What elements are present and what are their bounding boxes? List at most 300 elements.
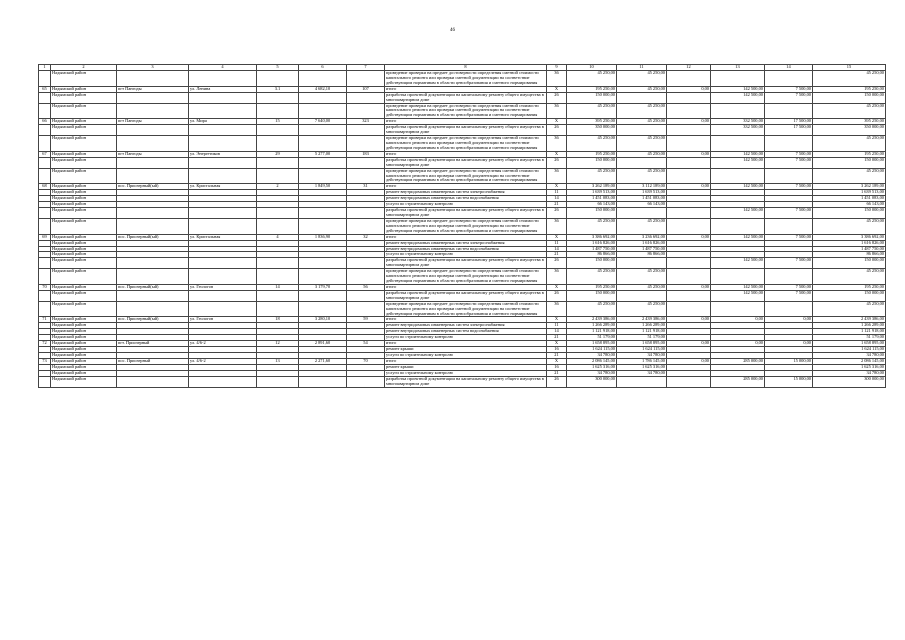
table-cell: Надымский район [51,317,117,323]
table-cell: 300 000,00 [567,376,617,387]
table-cell: 1 616 826,00 [813,240,886,246]
table-cell: ремонт крыши [385,364,547,370]
table-cell: 51 179,00 [567,335,617,341]
table-cell: 107 [347,86,385,92]
column-number: 12 [667,65,711,71]
table-cell [617,376,667,387]
table-cell: услуги по строительному контролю [385,202,547,208]
table-row [39,92,886,103]
table-cell: 1 616 826,00 [567,240,617,246]
table-cell: пгт Пангоды [117,86,189,92]
table-cell [117,157,189,168]
table-cell: 350 000,00 [567,125,617,136]
table-cell: проведение проверки на предмет достоверности определения сметной стоимости капитального ремонта или проверки сметной документации на соответствие действующим нормативам в области ценообразования и сметного нормирования [385,136,547,152]
table-cell [189,125,257,136]
table-cell [667,301,711,317]
table-cell: X [547,184,567,190]
table-cell: разработка проектной документации на капитальному ремонту общего имущества в многоквартирном доме [385,92,547,103]
table-cell [39,168,51,184]
table-cell: 1 266 289,00 [813,323,886,329]
table-cell: X [547,317,567,323]
table-cell: 3 386 692,00 [813,234,886,240]
table-row [39,301,886,317]
table-cell: Надымский район [51,136,117,152]
table-cell: 45 250,00 [617,151,667,157]
table-cell [667,92,711,103]
table-cell [117,103,189,119]
table-cell: Надымский район [51,190,117,196]
table-cell: пгт. Приозерный [117,341,189,347]
table-cell: 195 250,00 [567,86,617,92]
table-cell: 150 000,00 [567,92,617,103]
table-cell: ул. Мира [189,119,257,125]
capital-repair-table [38,64,886,388]
table-cell [347,218,385,234]
table-cell: 1 849,50 [299,184,347,190]
table-cell: 45 250,00 [617,119,667,125]
table-cell: 1 639 513,00 [567,190,617,196]
column-number: 11 [617,65,667,71]
table-cell: ремонт внутридомовых инженерных систем электроснабжения [385,323,547,329]
table-cell: 14 [547,329,567,335]
table-cell [39,290,51,301]
table-cell: 195 250,00 [813,86,886,92]
table-cell: разработка проектной документации на капитальному ремонту общего имущества в многоквартирном доме [385,208,547,219]
table-cell: проведение проверки на предмет достоверности определения сметной стоимости капитального ремонта или проверки сметной документации на соответствие действующим нормативам в области ценообразования и сметного нормирования [385,103,547,119]
table-cell [299,376,347,387]
table-cell: ул. Геологов [189,317,257,323]
table-cell: Надымский район [51,290,117,301]
table-cell: Надымский район [51,269,117,285]
table-cell: 2 086 145,00 [813,358,886,364]
table-cell: разработка проектной документации на капитальному ремонту общего имущества в многоквартирном доме [385,290,547,301]
table-cell: 1 625 316,00 [617,364,667,370]
table-cell [299,71,347,87]
table-cell: 1 624 115,00 [617,347,667,353]
table-cell: 2 891,60 [299,341,347,347]
table-cell [617,125,667,136]
table-cell: Надымский район [51,196,117,202]
table-cell: X [547,341,567,347]
table-cell [257,168,299,184]
table-cell: 3 236 692,00 [617,234,667,240]
table-cell: 45 250,00 [617,168,667,184]
table-cell [347,376,385,387]
table-cell [347,269,385,285]
table-cell: 45 250,00 [567,103,617,119]
table-cell [257,103,299,119]
table-cell [189,376,257,387]
table-cell: 36 [547,136,567,152]
table-cell [189,290,257,301]
table-cell [39,157,51,168]
table-cell [257,376,299,387]
table-cell [39,301,51,317]
table-cell: 142 500,00 [711,290,765,301]
table-cell: Надымский район [51,329,117,335]
table-cell: 15 000,00 [765,376,813,387]
column-number: 2 [51,65,117,71]
table-cell: пос. Приозерный(ый) [117,234,189,240]
table-cell: Надымский район [51,202,117,208]
table-cell: ул. Кристальная [189,184,257,190]
table-cell: 1 616 826,00 [617,240,667,246]
table-cell: 45 250,00 [813,103,886,119]
table-cell: итого [385,284,547,290]
table-cell: Надымский район [51,208,117,219]
table-cell [347,71,385,87]
table-cell: ремонт внутридомовых инженерных систем водоснабжения [385,246,547,252]
table-cell: 1 266 289,00 [617,323,667,329]
table-cell: ул. 4/6-2 [189,341,257,347]
table-cell: 1 487 750,00 [617,246,667,252]
table-cell [711,218,765,234]
table-cell: Надымский район [51,353,117,359]
table-cell [299,208,347,219]
table-cell: 4 682,10 [299,86,347,92]
table-cell: 16 [547,364,567,370]
table-cell: 142 500,00 [711,234,765,240]
table-cell: 59 [347,317,385,323]
table-cell [617,92,667,103]
table-cell: 21 [547,202,567,208]
table-cell: 183 [347,151,385,157]
table-cell: 7 500,00 [765,234,813,240]
table-cell [257,290,299,301]
table-cell [347,92,385,103]
table-cell [39,258,51,269]
table-cell: 7 500,00 [765,290,813,301]
table-cell: 0,00 [667,234,711,240]
table-cell: услуги по строительному контролю [385,252,547,258]
table-cell: 11 [547,323,567,329]
table-cell [765,269,813,285]
table-cell: услуги по строительному контролю [385,335,547,341]
table-cell: 142 500,00 [711,92,765,103]
table-cell: 21 [547,353,567,359]
table-row [39,125,886,136]
table-cell: 142 500,00 [711,284,765,290]
table-cell: проведение проверки на предмет достоверности определения сметной стоимости капитального ремонта или проверки сметной документации на соответствие действующим нормативам в области ценообразования и сметного нормирования [385,218,547,234]
table-cell [117,92,189,103]
table-cell: 15 [257,119,299,125]
table-cell: 3 386 692,00 [567,234,617,240]
table-cell: 26 [547,92,567,103]
table-cell: 26 [547,125,567,136]
table-cell: 7 500,00 [765,157,813,168]
table-cell [257,157,299,168]
table-cell [765,168,813,184]
table-cell: X [547,119,567,125]
table-cell [257,301,299,317]
table-cell [39,136,51,152]
table-cell: 73 [39,358,51,364]
table-cell: 13 [257,358,299,364]
column-number: 8 [385,65,547,71]
table-row [39,157,886,168]
table-cell: 14 [257,284,299,290]
table-cell: 2 271,60 [299,358,347,364]
table-cell [39,376,51,387]
table-cell: итого [385,119,547,125]
table-cell [299,218,347,234]
table-cell: 1 625 316,00 [813,364,886,370]
column-number: 10 [567,65,617,71]
table-cell: Надымский район [51,151,117,157]
table-cell: Надымский район [51,125,117,136]
table-cell: Надымский район [51,103,117,119]
table-cell: 45 250,00 [617,218,667,234]
table-cell: 26 [547,290,567,301]
table-cell: Надымский район [51,92,117,103]
table-cell [299,92,347,103]
table-cell [347,208,385,219]
table-cell: итого [385,341,547,347]
table-cell [667,376,711,387]
table-cell: 1 451 083,00 [813,196,886,202]
table-cell: 21 [547,335,567,341]
table-cell: 323 [347,119,385,125]
table-cell: Надымский район [51,218,117,234]
column-number: 15 [813,65,886,71]
table-cell: пос. Приозерный(ый) [117,284,189,290]
table-cell: 0,00 [667,151,711,157]
column-number: 7 [347,65,385,71]
table-cell: 12 [257,341,299,347]
table-cell: 11 [547,190,567,196]
table-cell: 45 250,00 [813,301,886,317]
table-cell [117,218,189,234]
table-cell: 7 500,00 [765,258,813,269]
table-cell: итого [385,86,547,92]
table-cell [765,218,813,234]
table-cell [299,269,347,285]
table-cell [117,301,189,317]
table-cell: 67 [39,151,51,157]
table-cell: 150 000,00 [567,258,617,269]
table-cell: 7 500,00 [765,284,813,290]
table-cell: 142 500,00 [711,208,765,219]
table-cell: Надымский район [51,252,117,258]
table-cell: 45 250,00 [617,136,667,152]
table-cell: Надымский район [51,376,117,387]
table-cell [39,103,51,119]
table-cell [667,218,711,234]
table-cell [617,208,667,219]
table-cell: 150 000,00 [813,92,886,103]
table-cell [299,258,347,269]
table-cell: проведение проверки на предмет достоверности определения сметной стоимости капитального ремонта или проверки сметной документации на соответствие действующим нормативам в области ценообразования и сметного нормирования [385,71,547,87]
table-cell [39,269,51,285]
table-cell [667,103,711,119]
table-cell: 3 179,70 [299,284,347,290]
table-cell [347,301,385,317]
table-cell: 0,00 [667,317,711,323]
table-cell: 3.1 [257,86,299,92]
table-cell [667,208,711,219]
table-cell: 66 143,00 [617,202,667,208]
table-cell: 0,00 [765,317,813,323]
table-cell: 0,00 [667,86,711,92]
table-cell: 45 250,00 [567,71,617,87]
table-cell: 1 487 750,00 [567,246,617,252]
table-cell: 3 262 189,00 [567,184,617,190]
table-cell [39,125,51,136]
table-cell: 14 [547,246,567,252]
table-cell: 45 250,00 [567,301,617,317]
table-cell [667,258,711,269]
table-cell: 7 500,00 [765,208,813,219]
table-cell: 34 780,00 [567,370,617,376]
table-cell: 150 000,00 [813,157,886,168]
table-cell: 36 [547,103,567,119]
column-number: 1 [39,65,51,71]
table-cell: пос. Приозерный [117,358,189,364]
table-cell: 66 [39,119,51,125]
table-cell: 65 [39,86,51,92]
table-cell [257,92,299,103]
table-cell: 17 500,00 [765,119,813,125]
table-cell [189,208,257,219]
table-cell: 1 451 083,00 [567,196,617,202]
column-number: 3 [117,65,189,71]
table-cell: 72 [39,341,51,347]
table-cell: 18 [257,317,299,323]
table-cell: Надымский район [51,347,117,353]
table-cell: 142 500,00 [711,258,765,269]
table-cell: разработка проектной документации на капитальному ремонту общего имущества в многоквартирном доме [385,157,547,168]
table-cell: 0,00 [667,184,711,190]
table-cell: 7 640,00 [299,119,347,125]
table-body [39,65,886,388]
table-cell [765,71,813,87]
table-cell: итого [385,151,547,157]
table-cell [189,157,257,168]
table-cell [117,136,189,152]
table-cell [765,301,813,317]
table-cell [667,269,711,285]
table-cell: итого [385,184,547,190]
table-cell [299,290,347,301]
table-cell: Надымский район [51,335,117,341]
table-cell [117,168,189,184]
table-cell: 1 625 316,00 [567,364,617,370]
table-cell [189,71,257,87]
table-cell: 395 250,00 [813,119,886,125]
table-cell: 195 250,00 [813,284,886,290]
table-cell: 7 500,00 [765,86,813,92]
table-cell: 195 250,00 [567,284,617,290]
table-cell [117,376,189,387]
table-cell: 1 639 513,00 [813,190,886,196]
table-cell [39,71,51,87]
table-cell: 1 624 115,00 [813,347,886,353]
table-cell: Надымский район [51,258,117,269]
table-cell: 1 451 083,00 [617,196,667,202]
table-cell [299,168,347,184]
table-cell: 2 [257,184,299,190]
table-cell: ремонт крыши [385,347,547,353]
table-cell: 2 439 386,00 [567,317,617,323]
column-number: 6 [299,65,347,71]
table-cell: 11 [547,240,567,246]
table-cell: Надымский район [51,168,117,184]
table-cell [299,301,347,317]
table-row [39,208,886,219]
table-cell: 4 [257,234,299,240]
table-cell: 45 250,00 [813,71,886,87]
table-cell: проведение проверки на предмет достоверности определения сметной стоимости капитального ремонта или проверки сметной документации на соответствие действующим нормативам в области ценообразования и сметного нормирования [385,168,547,184]
table-cell: 32 [347,234,385,240]
table-cell: 45 250,00 [617,103,667,119]
table-cell: Надымский район [51,323,117,329]
table-cell: 21 [547,252,567,258]
table-cell [667,125,711,136]
table-cell: ремонт внутридомовых инженерных систем электроснабжения [385,190,547,196]
table-cell: проведение проверки на предмет достоверности определения сметной стоимости капитального ремонта или проверки сметной документации на соответствие действующим нормативам в области ценообразования и сметного нормирования [385,269,547,285]
table-cell: 45 250,00 [617,269,667,285]
table-row [39,168,886,184]
table-cell: Надымский район [51,364,117,370]
table-cell [39,92,51,103]
table-cell: 45 250,00 [567,218,617,234]
table-cell [617,258,667,269]
table-cell [711,168,765,184]
table-cell: Надымский район [51,370,117,376]
table-cell: итого [385,317,547,323]
table-cell [257,208,299,219]
table-cell [667,168,711,184]
table-cell [189,258,257,269]
table-cell: 1 658 895,00 [567,341,617,347]
table-cell: Надымский район [51,157,117,168]
table-cell: 0,00 [765,341,813,347]
table-cell [347,168,385,184]
table-cell: пос. Приозерный(ый) [117,317,189,323]
table-cell [39,208,51,219]
table-row [39,258,886,269]
table-cell: 7 500,00 [765,92,813,103]
table-cell: X [547,234,567,240]
table-cell: 7 500,00 [765,184,813,190]
table-cell [765,103,813,119]
table-cell: 150 000,00 [813,208,886,219]
table-cell: 332 500,00 [711,125,765,136]
table-cell: 45 250,00 [813,168,886,184]
column-number: 9 [547,65,567,71]
table-cell: разработка проектной документации на капитальному ремонту общего имущества в многоквартирном доме [385,125,547,136]
table-cell [347,290,385,301]
table-cell: 0,00 [667,358,711,364]
table-cell: 26 [547,376,567,387]
table-cell: Надымский район [51,301,117,317]
table-cell [257,125,299,136]
table-cell: 1 121 918,00 [813,329,886,335]
table-cell: ул. Геологов [189,284,257,290]
table-cell: ремонт внутридомовых инженерных систем электроснабжения [385,240,547,246]
table-cell [189,136,257,152]
table-row [39,376,886,387]
table-cell: 7 500,00 [765,151,813,157]
table-cell: ул. Энергетиков [189,151,257,157]
table-cell: проведение проверки на предмет достоверности определения сметной стоимости капитального ремонта или проверки сметной документации на соответствие действующим нормативам в области ценообразования и сметного нормирования [385,301,547,317]
table-cell: 51 179,00 [813,335,886,341]
table-row [39,136,886,152]
table-cell: 1 487 750,00 [813,246,886,252]
table-cell: 332 500,00 [711,119,765,125]
table-cell: 45 250,00 [567,136,617,152]
table-cell: 1 639 513,00 [617,190,667,196]
